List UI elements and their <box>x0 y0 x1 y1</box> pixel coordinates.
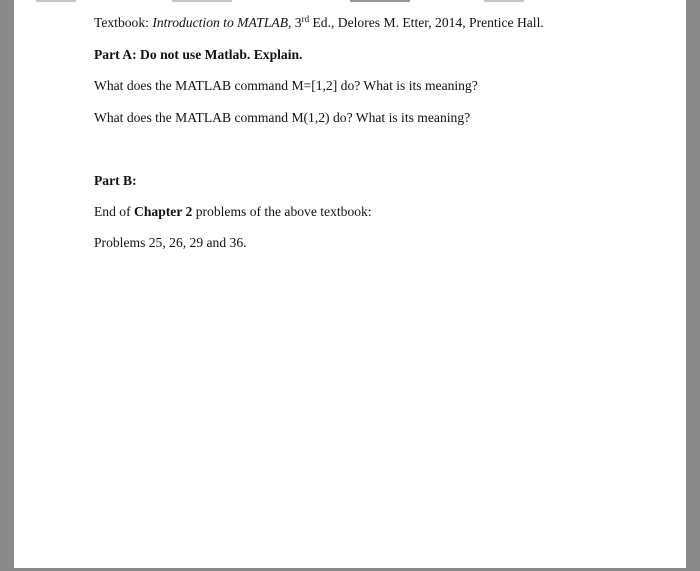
document-page <box>14 0 686 568</box>
part-a-question-2: What does the MATLAB command M(1,2) do? What is its meaning? <box>94 110 471 125</box>
part-b-line-prefix: End of <box>94 204 135 219</box>
part-a-question-1: What does the MATLAB command M=[1,2] do? What is its meaning? <box>94 78 478 93</box>
top-edge-mark <box>36 0 76 2</box>
part-b-chapter: Chapter 2 <box>134 204 193 219</box>
textbook-title: Introduction to MATLAB, <box>152 15 292 30</box>
textbook-details: Ed., Delores M. Etter, 2014, Prentice Hall. <box>309 15 544 30</box>
part-b-line-suffix: problems of the above textbook: <box>192 204 372 219</box>
textbook-line <box>94 15 544 31</box>
part-a-heading: Part A: Do not use Matlab. Explain. <box>94 47 303 62</box>
textbook-edition-number: 3 <box>291 15 302 30</box>
part-b-chapter-line <box>94 204 372 220</box>
part-b-heading: Part B: <box>94 173 137 188</box>
top-edge-mark <box>172 0 232 2</box>
top-edge-mark <box>484 0 524 2</box>
part-b-problems: Problems 25, 26, 29 and 36. <box>94 235 247 250</box>
textbook-label: Textbook: <box>94 15 153 30</box>
top-edge-mark <box>350 0 410 2</box>
textbook-edition-suffix: rd <box>301 14 310 24</box>
